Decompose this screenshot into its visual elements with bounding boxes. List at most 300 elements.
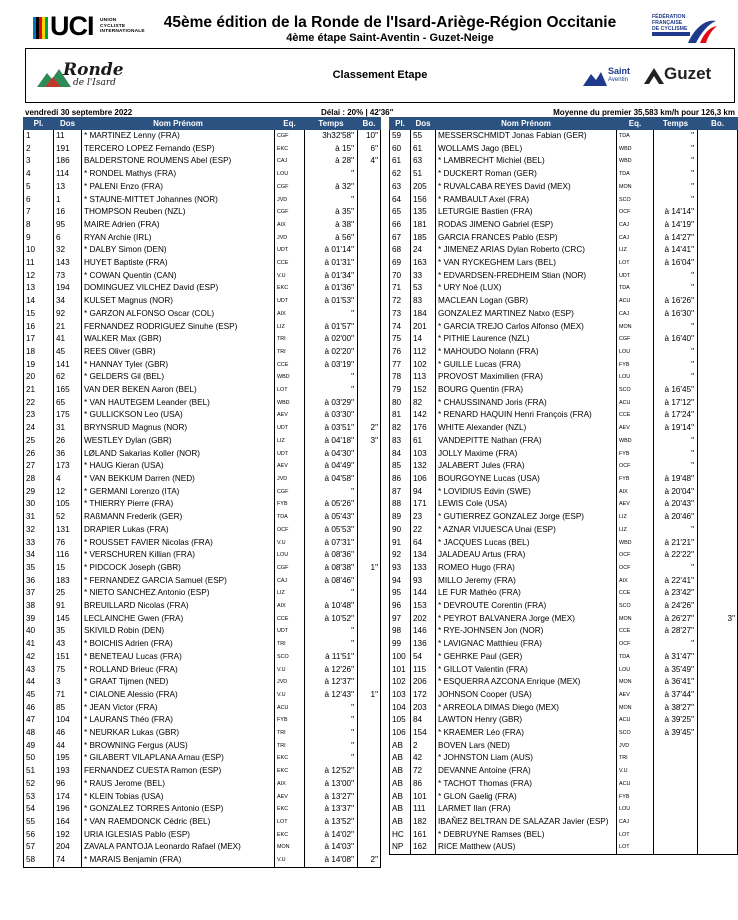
cell-bib: 86 [411,778,436,791]
cell-bib: 84 [411,714,436,727]
cell-name: * DUCKERT Roman (GER) [436,168,617,181]
cell-place: 57 [24,841,54,854]
cell-bib: 162 [411,841,436,854]
federation-swoosh-icon [686,17,718,45]
cell-team: MON [275,841,305,854]
cell-place: 53 [24,791,54,804]
cell-bib: 145 [54,613,82,626]
cell-team: AEV [275,409,305,422]
cell-time: à 21'21" [654,537,698,550]
cell-time: à 10'48" [305,600,358,613]
table-row [24,232,381,245]
cell-bib: 153 [411,600,436,613]
cell-time: à 03'30" [305,409,358,422]
cell-bonus [358,651,381,664]
cell-bib: 54 [411,651,436,664]
table-row [24,181,381,194]
cell-bonus [358,511,381,524]
cell-bib: 185 [411,232,436,245]
cell-team: ACU [275,702,305,715]
cell-time: à 05'43" [305,511,358,524]
cell-bib: 93 [411,575,436,588]
cell-time: à 23'42" [654,587,698,600]
cell-bonus [698,181,738,194]
cell-bonus [698,752,738,765]
cell-time: " [654,448,698,461]
table-row [390,803,738,816]
cell-name: * CHAUSSINAND Joris (FRA) [436,397,617,410]
cell-bib: 71 [54,689,82,702]
cell-place: 51 [24,765,54,778]
cell-bonus [358,409,381,422]
cell-time: " [654,371,698,384]
cell-place: 34 [24,549,54,562]
table-row [24,651,381,664]
cell-name: MACLEAN Logan (GBR) [436,295,617,308]
cell-team: UDT [275,448,305,461]
cell-name: * PITHIE Laurence (NZL) [436,333,617,346]
cell-name: * VAN HAUTEGEM Leander (BEL) [82,397,275,410]
cell-team: FYB [275,714,305,727]
cell-place: 73 [390,308,411,321]
cell-name: LE FUR Mathéo (FRA) [436,587,617,600]
cell-bonus [698,219,738,232]
cell-bib: 102 [411,359,436,372]
cell-name: * GILABERT VILAPLANA Arnau (ESP) [82,752,275,765]
cell-bonus [358,587,381,600]
table-row [390,727,738,740]
cell-bib: 65 [54,397,82,410]
cell-time: à 20'43" [654,498,698,511]
cell-time: à 35'49" [654,664,698,677]
cell-place: 86 [390,473,411,486]
cell-time: à 12'37" [305,676,358,689]
cell-bonus: 3" [698,613,738,626]
table-row [24,702,381,715]
cell-bonus [358,232,381,245]
cell-name: * MARTINEZ Lenny (FRA) [82,130,275,143]
table-row [24,752,381,765]
cell-name: * JACQUES Lucas (BEL) [436,537,617,550]
cell-time: à 01'34" [305,270,358,283]
cell-time: " [305,625,358,638]
cell-place: 30 [24,498,54,511]
cell-bib: 14 [411,333,436,346]
table-row [390,143,738,156]
cell-bonus [358,778,381,791]
cell-team: LOT [275,384,305,397]
cell-place: 26 [24,448,54,461]
table-row [390,740,738,753]
cell-team: MON [617,181,654,194]
cell-name: * ESQUERRA AZCONA Enrique (MEX) [436,676,617,689]
cell-bonus [698,473,738,486]
cell-team: WBD [617,435,654,448]
cell-place: 93 [390,562,411,575]
cell-bonus [358,714,381,727]
cell-time: à 01'53" [305,295,358,308]
cell-time: à 14'27" [654,232,698,245]
cell-bib: 45 [54,346,82,359]
cell-team: CAJ [275,155,305,168]
cell-place: 6 [24,194,54,207]
cell-bonus [358,371,381,384]
col-header-team: Eq. [617,118,654,130]
cell-team: AEV [275,460,305,473]
cell-time [654,778,698,791]
cell-place: 94 [390,575,411,588]
table-row [390,295,738,308]
cell-time: " [654,270,698,283]
cell-bonus [698,282,738,295]
cell-bib: 103 [411,448,436,461]
table-row [24,727,381,740]
table-row [390,613,738,626]
page-title: 45ème édition de la Ronde de l'Isard-Ariège-Région Occitanie [163,14,617,31]
cell-team: FYB [617,359,654,372]
cell-team: JVD [275,676,305,689]
cell-bib: 112 [411,346,436,359]
table-row [390,371,738,384]
cell-team: SCO [617,600,654,613]
table-row [24,295,381,308]
table-row [24,537,381,550]
cell-time: à 16'30" [654,308,698,321]
table-row [24,460,381,473]
cell-time: à 37'44" [654,689,698,702]
cell-bonus [698,409,738,422]
uci-rainbow-bars-icon [33,17,47,39]
cell-team: CGF [275,130,305,143]
cell-bonus [358,473,381,486]
cell-bib: 83 [411,295,436,308]
cell-place: 96 [390,600,411,613]
cell-bib: 165 [54,384,82,397]
cell-place: 55 [24,816,54,829]
cell-bib: 34 [54,295,82,308]
cell-name: URIA IGLESIAS Pablo (ESP) [82,829,275,842]
table-row [24,359,381,372]
cell-bib: 33 [411,270,436,283]
cell-name: * COWAN Quentin (CAN) [82,270,275,283]
table-row [390,409,738,422]
saint-aventin-logo: Saint Aventin [583,64,633,88]
cell-place: AB [390,778,411,791]
cell-bib: 85 [54,702,82,715]
cell-place: 104 [390,702,411,715]
cell-name: * BENETEAU Lucas (FRA) [82,651,275,664]
cell-time: " [654,562,698,575]
cell-place: 35 [24,562,54,575]
cell-bonus [358,841,381,854]
cell-place: 70 [390,270,411,283]
col-header-name: Nom Prénom [436,118,617,130]
cell-time: " [654,435,698,448]
cell-team: MON [617,613,654,626]
cell-time: à 13'52" [305,816,358,829]
cell-place: 42 [24,651,54,664]
cell-name: LEWIS Cole (USA) [436,498,617,511]
cell-place: AB [390,752,411,765]
cell-name: * LOVIDIUS Edvin (SWE) [436,486,617,499]
cell-team: OCF [275,524,305,537]
cell-place: 71 [390,282,411,295]
cell-bib: 203 [411,702,436,715]
cell-bonus [358,498,381,511]
table-row [390,816,738,829]
cell-name: * RAMBAULT Axel (FRA) [436,194,617,207]
cell-time: à 14'03" [305,841,358,854]
cell-bib: 15 [54,562,82,575]
cell-time: " [305,727,358,740]
cell-bonus [358,359,381,372]
cell-place: 52 [24,778,54,791]
cell-bonus [358,194,381,207]
cell-time: à 14'14" [654,206,698,219]
cell-bonus [358,168,381,181]
cell-team: CAJ [617,219,654,232]
cell-place: 32 [24,524,54,537]
cell-bib: 73 [54,270,82,283]
cell-name: DOMINGUEZ VILCHEZ David (ESP) [82,282,275,295]
cell-bib: 46 [54,727,82,740]
cell-time: à 26'27" [654,613,698,626]
cell-name: * JIMENEZ ARIAS Dylan Roberto (CRC) [436,244,617,257]
cell-place: 56 [24,829,54,842]
cell-name: REES Oliver (GBR) [82,346,275,359]
table-row [390,600,738,613]
cell-time: à 32" [305,181,358,194]
cell-team: AEV [617,422,654,435]
cell-bib: 156 [411,194,436,207]
cell-team: SCO [617,384,654,397]
cell-name: * GEHRKE Paul (GER) [436,651,617,664]
cell-bonus [358,524,381,537]
cell-team: V.U [275,854,305,867]
cell-bib: 61 [411,435,436,448]
cell-time: à 14'19" [654,219,698,232]
cell-place: 76 [390,346,411,359]
cell-team: LOU [275,168,305,181]
cell-time: " [305,752,358,765]
cell-time: à 20'46" [654,511,698,524]
cell-team: CAJ [617,232,654,245]
cell-bib: 44 [54,740,82,753]
table-row [390,651,738,664]
cell-name: * GELDERS Gil (BEL) [82,371,275,384]
cell-team: ACU [617,778,654,791]
table-row [24,194,381,207]
cell-bonus [698,448,738,461]
cell-bonus [698,816,738,829]
cell-bonus [358,676,381,689]
cell-bib: 4 [54,473,82,486]
results-table-left [23,117,381,868]
cell-name: WESTLEY Dylan (GBR) [82,435,275,448]
cell-place: 22 [24,397,54,410]
cell-place: 14 [24,295,54,308]
cell-bib: 133 [411,562,436,575]
cell-team: EKC [275,803,305,816]
cell-bonus [698,651,738,664]
cell-team: WBD [275,371,305,384]
cell-name: JOHNSON Cooper (USA) [436,689,617,702]
cell-team: SCO [275,651,305,664]
cell-bib: 95 [54,219,82,232]
cell-time: " [305,384,358,397]
table-row [390,765,738,778]
cell-name: * DALBY Simon (DEN) [82,244,275,257]
cell-team: EKC [275,752,305,765]
cell-name: * ARREOLA DIMAS Diego (MEX) [436,702,617,715]
table-row [24,270,381,283]
cell-bonus [698,270,738,283]
cell-time: à 28'27" [654,625,698,638]
cell-time: à 13'37" [305,803,358,816]
cell-bonus [358,829,381,842]
cell-bonus [698,295,738,308]
cell-bonus [358,740,381,753]
cell-bib: 51 [411,168,436,181]
cell-team: LIZ [275,435,305,448]
cell-bonus [698,155,738,168]
cell-time: à 04'49" [305,460,358,473]
cell-name: DRAPIER Lukas (FRA) [82,524,275,537]
cell-name: WHITE Alexander (NZL) [436,422,617,435]
table-row [24,689,381,702]
cell-name: * PIDCOCK Joseph (GBR) [82,562,275,575]
cell-bib: 164 [54,816,82,829]
cell-name: FERNANDEZ RODRIGUEZ Sinuhe (ESP) [82,321,275,334]
uci-subtitle: UNION CYCLISTE INTERNATIONALE [100,18,145,35]
cell-team: JVD [275,194,305,207]
cell-time [654,841,698,854]
cell-bib: 193 [54,765,82,778]
cell-time: " [654,346,698,359]
cell-time: à 12'43" [305,689,358,702]
cell-name: * KLEIN Tobias (USA) [82,791,275,804]
cell-bib: 92 [54,308,82,321]
cell-bib: 35 [54,625,82,638]
cell-place: 78 [390,371,411,384]
cell-bib: 154 [411,727,436,740]
cell-place: NP [390,841,411,854]
cell-bib: 143 [54,257,82,270]
table-row [390,333,738,346]
cell-bib: 132 [411,460,436,473]
cell-time: à 56" [305,232,358,245]
cell-name: * HANNAY Tyler (GBR) [82,359,275,372]
cell-bonus [698,587,738,600]
cell-time: " [654,359,698,372]
cell-time: à 13'27" [305,791,358,804]
cell-name: KULSET Magnus (NOR) [82,295,275,308]
table-row [24,168,381,181]
cell-place: 48 [24,727,54,740]
cell-bib: 55 [411,130,436,143]
table-row [24,321,381,334]
cell-bonus [698,206,738,219]
table-row [390,689,738,702]
cell-bonus: 2" [358,854,381,867]
cell-time: à 01'36" [305,282,358,295]
cell-team: AIX [275,308,305,321]
cell-time: " [654,638,698,651]
cell-place: 29 [24,486,54,499]
cell-team: TRI [275,727,305,740]
cell-bonus: 1" [358,562,381,575]
cell-team: V.U [275,270,305,283]
cell-bonus [358,460,381,473]
cell-place: 4 [24,168,54,181]
cell-bib: 25 [54,587,82,600]
cell-team: V.U [275,664,305,677]
cell-team: LOU [617,803,654,816]
results-table-right [389,117,738,855]
cell-place: 25 [24,435,54,448]
cell-place: 7 [24,206,54,219]
cell-place: 2 [24,143,54,156]
cell-place: 74 [390,321,411,334]
cell-team: CCE [617,409,654,422]
cell-place: 77 [390,359,411,372]
cell-place: 38 [24,600,54,613]
cell-name: LAWTON Henry (GBR) [436,714,617,727]
cell-bonus [358,384,381,397]
cell-bib: 186 [54,155,82,168]
cell-name: IBAÑEZ BELTRAN DE SALAZAR Javier (ESP) [436,816,617,829]
cell-name: * HAUG Kieran (USA) [82,460,275,473]
cell-bib: 182 [411,816,436,829]
col-header-place: Pl. [390,118,411,130]
cell-name: * LAVIGNAC Matthieu (FRA) [436,638,617,651]
cell-name: RICE Matthew (AUS) [436,841,617,854]
cell-bib: 202 [411,613,436,626]
cell-bonus [698,422,738,435]
table-row [24,613,381,626]
table-row [24,397,381,410]
cell-place: 33 [24,537,54,550]
cell-bonus [358,613,381,626]
table-row [24,740,381,753]
table-row [24,587,381,600]
cell-time: à 19'14" [654,422,698,435]
cell-time [654,765,698,778]
cell-time: " [305,740,358,753]
cell-name: ZAVALA PANTOJA Leonardo Rafael (MEX) [82,841,275,854]
cell-bib: 2 [411,740,436,753]
cell-time: à 15" [305,143,358,156]
col-header-bonus: Bo. [698,118,738,130]
cell-name: * ROUSSET FAVIER Nicolas (FRA) [82,537,275,550]
cell-name: RODAS JIMENO Gabriel (ESP) [436,219,617,232]
cell-name: BALDERSTONE ROUMENS Abel (ESP) [82,155,275,168]
table-row [390,422,738,435]
table-row [390,232,738,245]
cell-name: WALKER Max (GBR) [82,333,275,346]
table-row [24,778,381,791]
cell-time: à 24'26" [654,600,698,613]
cell-team: CGF [275,206,305,219]
cell-bib: 174 [54,791,82,804]
cell-team: LOT [617,829,654,842]
cell-bib: 43 [54,638,82,651]
cell-bib: 52 [54,511,82,524]
cell-name: BREUILLARD Nicolas (FRA) [82,600,275,613]
cell-bib: 134 [411,549,436,562]
cell-name: TERCERO LOPEZ Fernando (ESP) [82,143,275,156]
cell-place: 69 [390,257,411,270]
